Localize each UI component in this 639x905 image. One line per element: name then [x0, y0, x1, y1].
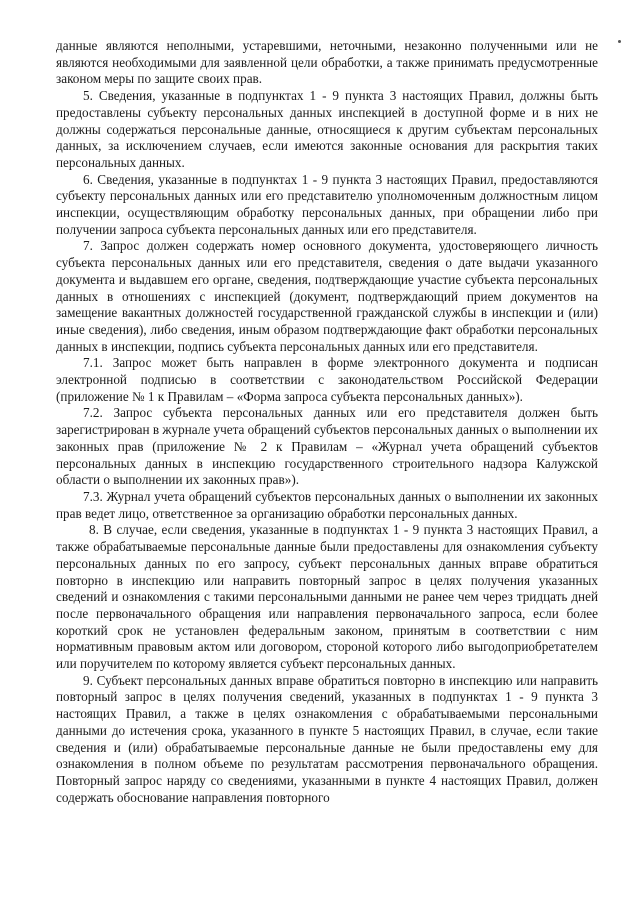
paragraph-6: 6. Сведения, указанные в подпунктах 1 - 9 пункта 3 настоящих Правил, предоставляются субъекту персональных данных или его представителю уполномоченным должностным лицом инспекции, осуществляющим обработку персональных данных, при обращении либо при получении запроса субъекта персональных данных или его представителя.	[56, 171, 598, 237]
scan-dot-mark	[618, 40, 621, 43]
paragraph-7-1: 7.1. Запрос может быть направлен в форме электронного документа и подписан электронной подписью в соответствии с законодательством Российской Федерации (приложение № 1 к Правилам – «Форма запроса субъекта персональных данных»).	[56, 355, 598, 404]
document-page	[56, 38, 598, 806]
paragraph-continuation: данные являются неполными, устаревшими, неточными, незаконно полученными или не являются необходимыми для заявленной цели обработки, а также принимать предусмотренные законом меры по защите своих прав.	[56, 38, 598, 87]
paragraph-7-3: 7.3. Журнал учета обращений субъектов персональных данных о выполнении их законных прав ведет лицо, ответственное за организацию обработки персональных данных.	[56, 488, 598, 521]
paragraph-9: 9. Субъект персональных данных вправе обратиться повторно в инспекцию или направить повторный запрос в целях получения сведений, указанных в подпунктах 1 - 9 пункта 3 настоящих Правил, а также в целях ознакомления с обрабатываемыми персональными данными до истечения срока, указанного в пункте 5 настоящих Правил, в случае, если такие сведения и (или) обрабатываемые персональные данные не были предоставлены ему для ознакомления в полном объеме по результатам рассмотрения первоначального обращения. Повторный запрос наряду со сведениями, указанными в пункте 4 настоящих Правил, должен содержать обоснование направления повторного	[56, 672, 598, 805]
paragraph-7: 7. Запрос должен содержать номер основного документа, удостоверяющего личность субъекта персональных данных или его представителя, сведения о дате выдачи указанного документа и выдавшем его органе, сведения, подтверждающие участие субъекта персональных данных в отношениях с инспекцией (документ, подтверждающий прием документов на замещение вакантных должностей государственной гражданской службы в инспекции и (или) иные сведения), либо сведения, иным образом подтверждающие факт обработки персональных данных в инспекции, подпись субъекта персональных данных или его представителя.	[56, 238, 598, 354]
paragraph-7-2: 7.2. Запрос субъекта персональных данных или его представителя должен быть зарегистрирован в журнале учета обращений субъектов персональных данных о выполнении их законных прав (приложение № 2 к Правилам – «Журнал учета обращений субъектов персональных данных в инспекцию государственного строительного надзора Калужской области о выполнении их законных прав»).	[56, 405, 598, 488]
paragraph-8: 8. В случае, если сведения, указанные в подпунктах 1 - 9 пункта 3 настоящих Правил, а также обрабатываемые персональные данные были предоставлены для ознакомления субъекту персональных данных по его запросу, субъект персональных данных вправе обратиться повторно в инспекцию или направить повторный запрос в целях получения указанных сведений и ознакомления с такими персональными данными не ранее чем через тридцать дней после первоначального обращения или направления первоначального запроса, если более короткий срок не установлен федеральным законом, принятым в соответствии с ним нормативным правовым актом или договором, стороной которого либо выгодоприобретателем или поручителем по которому является субъект персональных данных.	[56, 522, 598, 672]
paragraph-5: 5. Сведения, указанные в подпунктах 1 - 9 пункта 3 настоящих Правил, должны быть предоставлены субъекту персональных данных инспекцией в доступной форме и в них не должны содержаться персональные данные, относящиеся к другим субъектам персональных данных, за исключением случаев, если имеются законные основания для раскрытия таких персональных данных.	[56, 88, 598, 170]
